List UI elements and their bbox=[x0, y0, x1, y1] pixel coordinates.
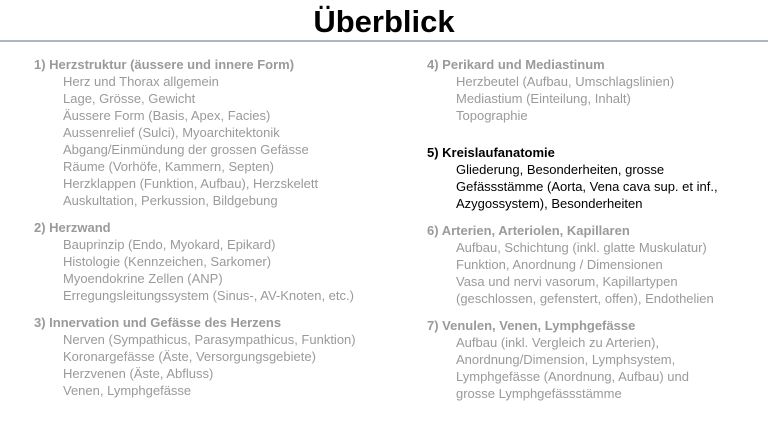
title-divider bbox=[0, 40, 768, 42]
list-item: Herz und Thorax allgemein bbox=[63, 74, 219, 89]
list-item: Aufbau, Schichtung (inkl. glatte Muskulatur) bbox=[456, 240, 707, 255]
list-item: Nerven (Sympathicus, Parasympathicus, Funktion) bbox=[63, 332, 356, 347]
section-3 bbox=[34, 314, 414, 399]
list-item: Funktion, Anordnung / Dimensionen bbox=[456, 257, 663, 272]
list-item: Vasa und nervi vasorum, Kapillartypen bbox=[456, 274, 678, 289]
list-item: Lage, Grösse, Gewicht bbox=[63, 91, 196, 106]
list-item: grosse Lymphgefässstämme bbox=[456, 386, 622, 401]
section-heading: 2) Herzwand bbox=[34, 220, 111, 235]
list-item: Lymphgefässe (Anordnung, Aufbau) und bbox=[456, 369, 689, 384]
list-item: Histologie (Kennzeichen, Sarkomer) bbox=[63, 254, 272, 269]
list-item: Bauprinzip (Endo, Myokard, Epikard) bbox=[63, 237, 276, 252]
section-5 bbox=[427, 144, 757, 212]
list-item: Koronargefässe (Äste, Versorgungsgebiete) bbox=[63, 349, 316, 364]
list-item: Herzklappen (Funktion, Aufbau), Herzskelett bbox=[63, 176, 319, 191]
section-1 bbox=[34, 56, 414, 209]
right-column bbox=[427, 56, 757, 402]
list-item: Äussere Form (Basis, Apex, Facies) bbox=[63, 108, 271, 123]
list-item: Auskultation, Perkussion, Bildgebung bbox=[63, 193, 278, 208]
section-heading: 6) Arterien, Arteriolen, Kapillaren bbox=[427, 223, 630, 238]
list-item: Herzbeutel (Aufbau, Umschlagslinien) bbox=[456, 74, 675, 89]
slide-title: Überblick bbox=[313, 4, 455, 39]
section-heading: 7) Venulen, Venen, Lymphgefässe bbox=[427, 318, 636, 333]
section-6 bbox=[427, 222, 757, 307]
section-heading: 1) Herzstruktur (äussere und innere Form) bbox=[34, 57, 295, 72]
list-item: Gefässstämme (Aorta, Vena cava sup. et inf., bbox=[456, 179, 718, 194]
list-item: Venen, Lymphgefässe bbox=[63, 383, 192, 398]
section-7 bbox=[427, 317, 757, 402]
list-item: Erregungsleitungssystem (Sinus-, AV-Knoten, etc.) bbox=[63, 288, 354, 303]
list-item: Myoendokrine Zellen (ANP) bbox=[63, 271, 223, 286]
section-heading: 3) Innervation und Gefässe des Herzens bbox=[34, 315, 282, 330]
list-item: Herzvenen (Äste, Abfluss) bbox=[63, 366, 214, 381]
section-2 bbox=[34, 219, 414, 304]
list-item: Mediastium (Einteilung, Inhalt) bbox=[456, 91, 631, 106]
list-item: Gliederung, Besonderheiten, grosse bbox=[456, 162, 665, 177]
list-item: (geschlossen, gefenstert, offen), Endothelien bbox=[456, 291, 714, 306]
list-item: Azygossystem), Besonderheiten bbox=[456, 196, 643, 211]
list-item: Aufbau (inkl. Vergleich zu Arterien), bbox=[456, 335, 660, 350]
list-item: Räume (Vorhöfe, Kammern, Septen) bbox=[63, 159, 274, 174]
section-4 bbox=[427, 56, 757, 124]
left-column bbox=[34, 56, 414, 399]
section-heading-active: 5) Kreislaufanatomie bbox=[427, 145, 555, 160]
list-item: Abgang/Einmündung der grossen Gefässe bbox=[63, 142, 309, 157]
list-item: Aussenrelief (Sulci), Myoarchitektonik bbox=[63, 125, 280, 140]
section-heading: 4) Perikard und Mediastinum bbox=[427, 57, 605, 72]
list-item: Topographie bbox=[456, 108, 528, 123]
list-item: Anordnung/Dimension, Lymphsystem, bbox=[456, 352, 676, 367]
